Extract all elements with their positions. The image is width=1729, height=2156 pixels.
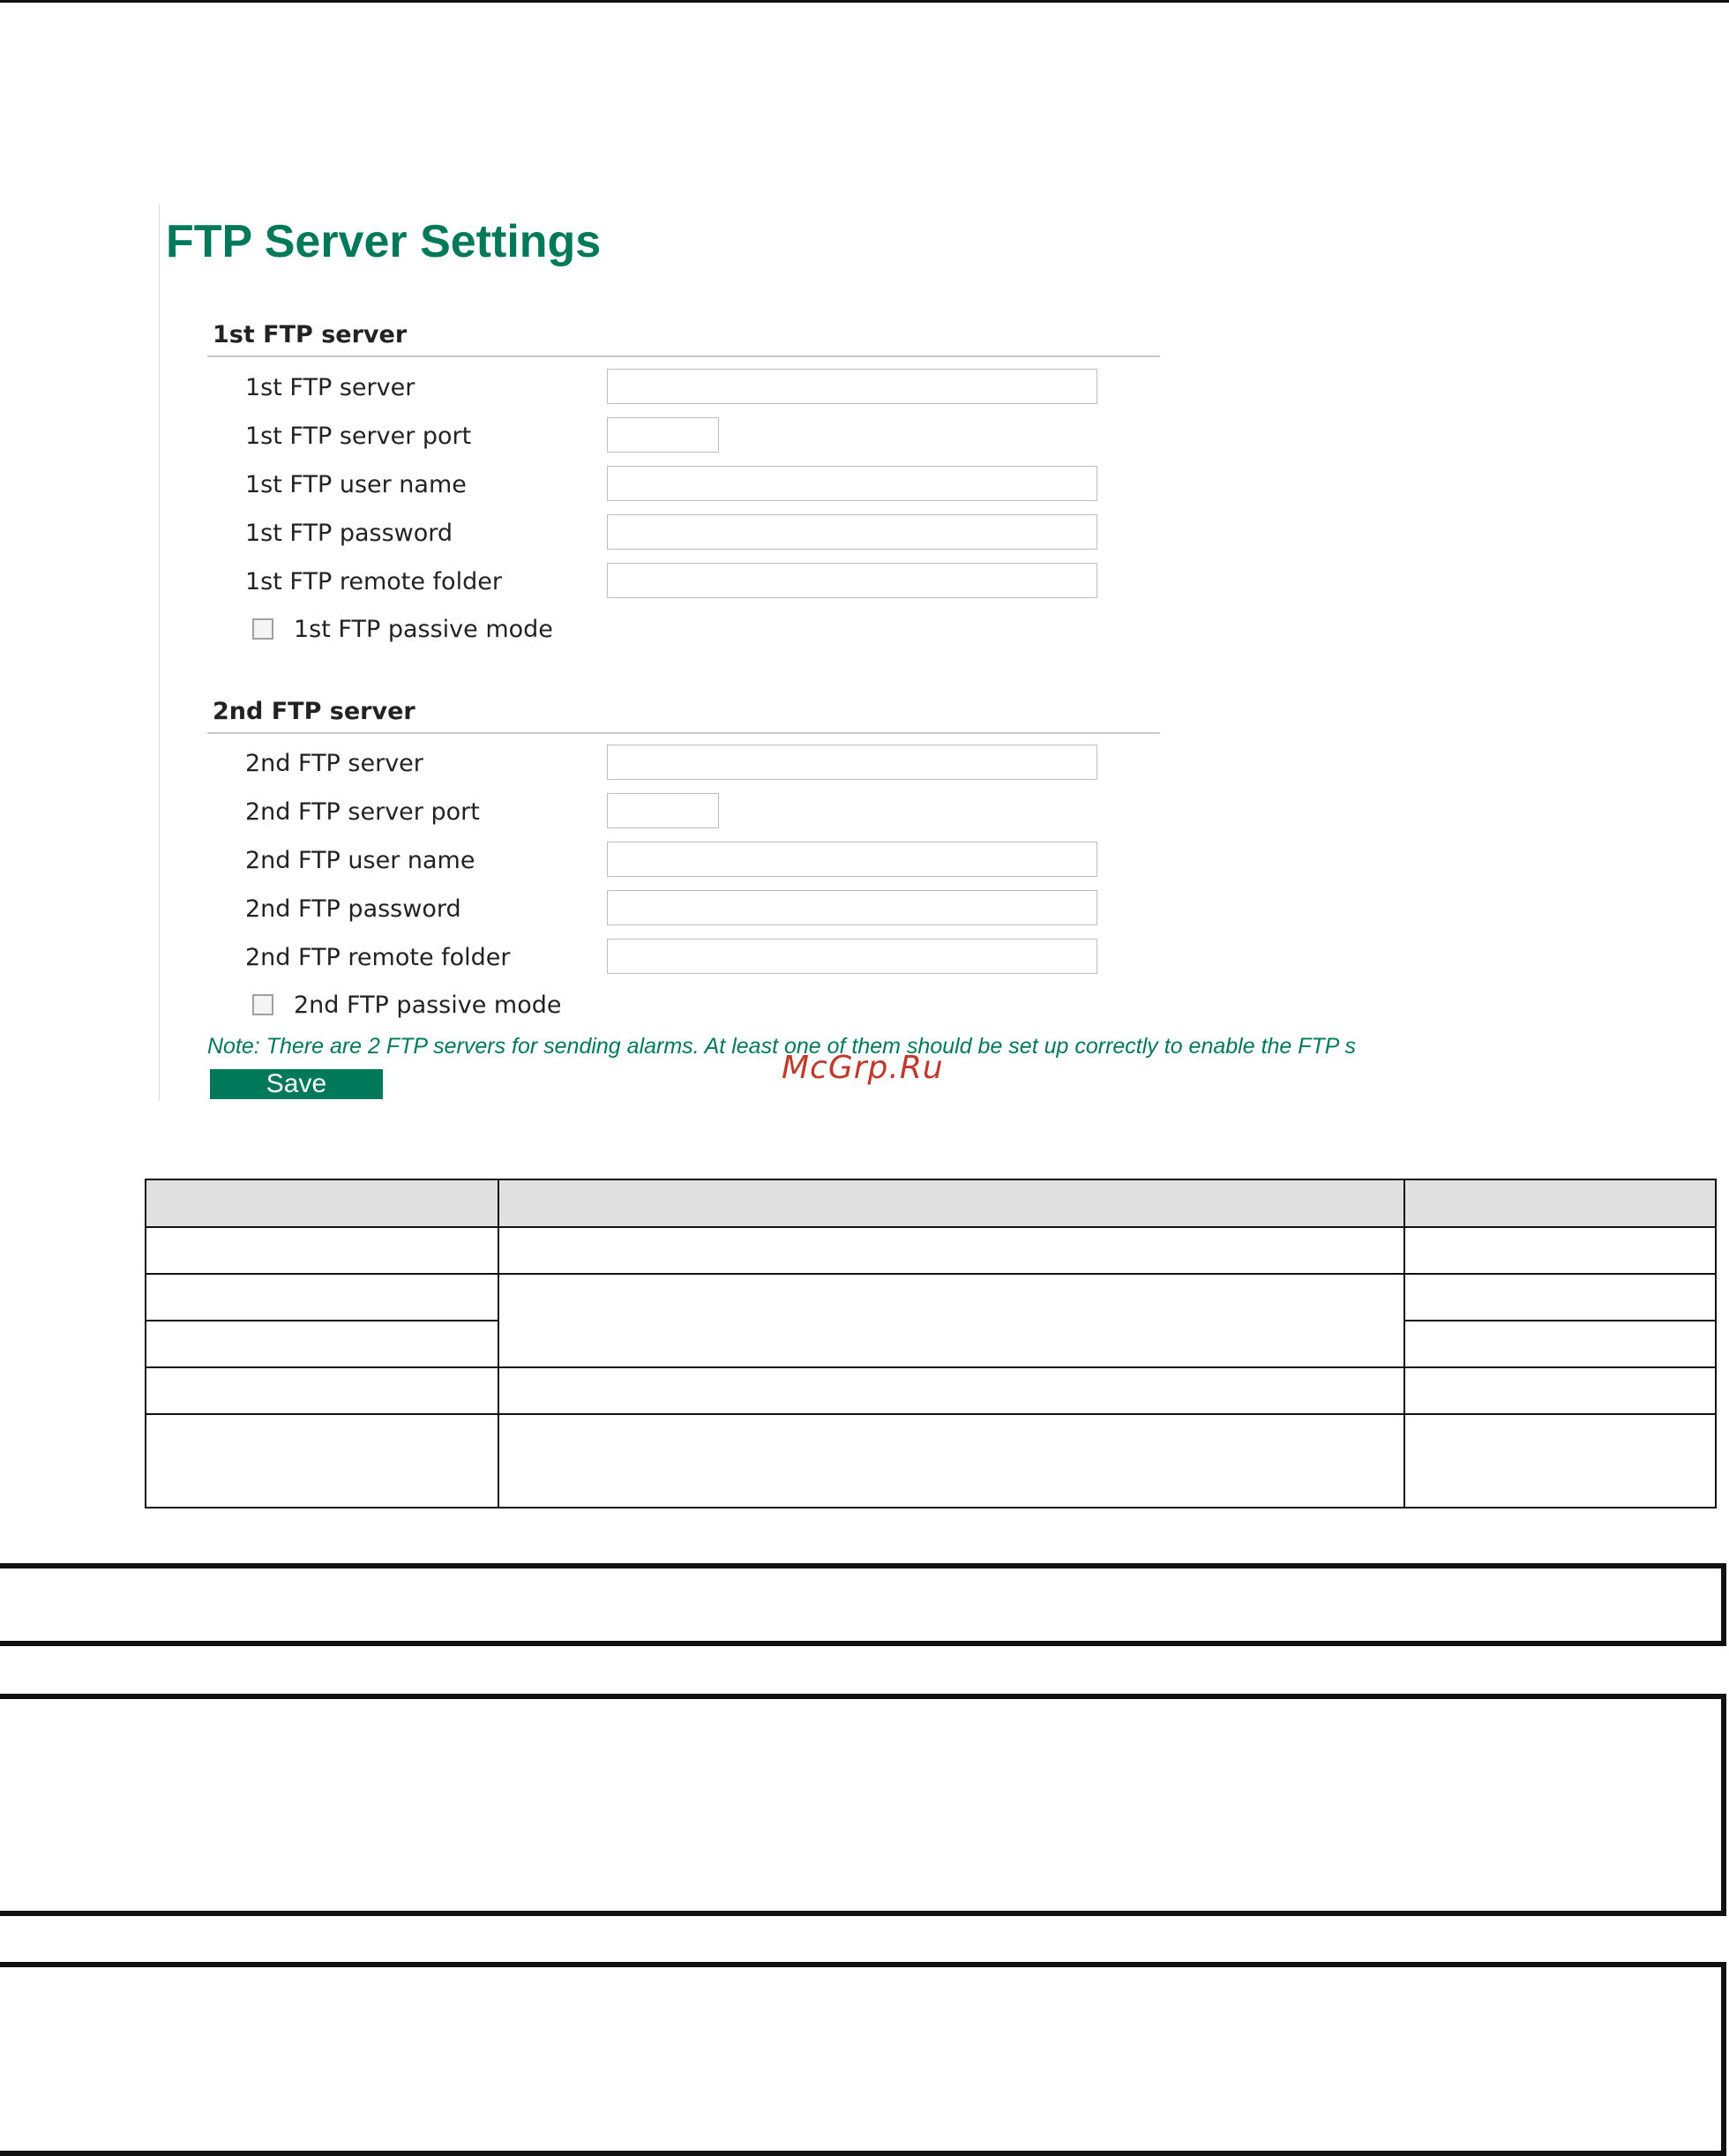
note-box-1 (0, 1563, 1726, 1646)
input-1st-ftp-remote-folder[interactable] (607, 563, 1097, 598)
table-cell (498, 1414, 1404, 1508)
top-rule (0, 0, 1729, 3)
label-1st-ftp-password: 1st FTP password (245, 520, 453, 547)
table-cell-merged (498, 1274, 1404, 1367)
input-2nd-ftp-server-port[interactable] (607, 793, 719, 828)
table-row (146, 1367, 1716, 1414)
table-cell (498, 1367, 1404, 1414)
table-header-row (146, 1179, 1716, 1227)
checkbox-1st-ftp-passive-mode[interactable] (252, 618, 273, 640)
label-2nd-ftp-user-name: 2nd FTP user name (245, 847, 475, 874)
page-title: FTP Server Settings (166, 216, 602, 267)
label-2nd-ftp-server-port: 2nd FTP server port (245, 798, 480, 826)
note-text: Note: There are 2 FTP servers for sending alarms. At least one of them should be set up correctly to enable the FTP s (207, 1034, 1357, 1059)
label-2nd-ftp-server: 2nd FTP server (245, 750, 423, 777)
table-cell (1404, 1367, 1716, 1414)
table-cell (1404, 1227, 1716, 1274)
label-1st-ftp-remote-folder: 1st FTP remote folder (245, 568, 502, 595)
section-heading-2nd-ftp: 2nd FTP server (207, 690, 1160, 734)
input-1st-ftp-user-name[interactable] (607, 466, 1097, 501)
input-1st-ftp-server-port[interactable] (607, 417, 719, 453)
input-1st-ftp-password[interactable] (607, 514, 1097, 550)
reference-table (145, 1179, 1717, 1508)
table-cell (146, 1227, 498, 1274)
label-1st-ftp-server: 1st FTP server (245, 374, 415, 401)
table-row (146, 1227, 1716, 1274)
label-2nd-ftp-passive-mode: 2nd FTP passive mode (294, 992, 562, 1019)
save-button[interactable]: Save (210, 1069, 383, 1099)
section-heading-1st-ftp: 1st FTP server (207, 313, 1160, 357)
label-2nd-ftp-password: 2nd FTP password (245, 895, 461, 923)
label-1st-ftp-passive-mode: 1st FTP passive mode (294, 616, 553, 643)
checkbox-2nd-ftp-passive-mode[interactable] (252, 994, 273, 1015)
table-header-cell (498, 1179, 1404, 1227)
table-cell (498, 1227, 1404, 1274)
input-2nd-ftp-server[interactable] (607, 745, 1097, 780)
input-2nd-ftp-remote-folder[interactable] (607, 939, 1097, 974)
table-header-cell (1404, 1179, 1716, 1227)
table-row (146, 1274, 1716, 1321)
table-cell (146, 1367, 498, 1414)
note-box-2 (0, 1694, 1726, 1916)
table-cell (1404, 1274, 1716, 1321)
table-header-cell (146, 1179, 498, 1227)
table-cell (1404, 1414, 1716, 1508)
note-box-3 (0, 1962, 1726, 2156)
table-cell (146, 1274, 498, 1321)
label-1st-ftp-user-name: 1st FTP user name (245, 471, 467, 498)
input-2nd-ftp-user-name[interactable] (607, 842, 1097, 877)
table-row (146, 1414, 1716, 1508)
table-cell (146, 1414, 498, 1508)
input-2nd-ftp-password[interactable] (607, 890, 1097, 925)
input-1st-ftp-server[interactable] (607, 369, 1097, 404)
table-cell (146, 1321, 498, 1367)
label-1st-ftp-server-port: 1st FTP server port (245, 423, 472, 450)
watermark: McGrp.Ru (782, 1050, 944, 1086)
label-2nd-ftp-remote-folder: 2nd FTP remote folder (245, 944, 511, 971)
table-cell (1404, 1321, 1716, 1367)
